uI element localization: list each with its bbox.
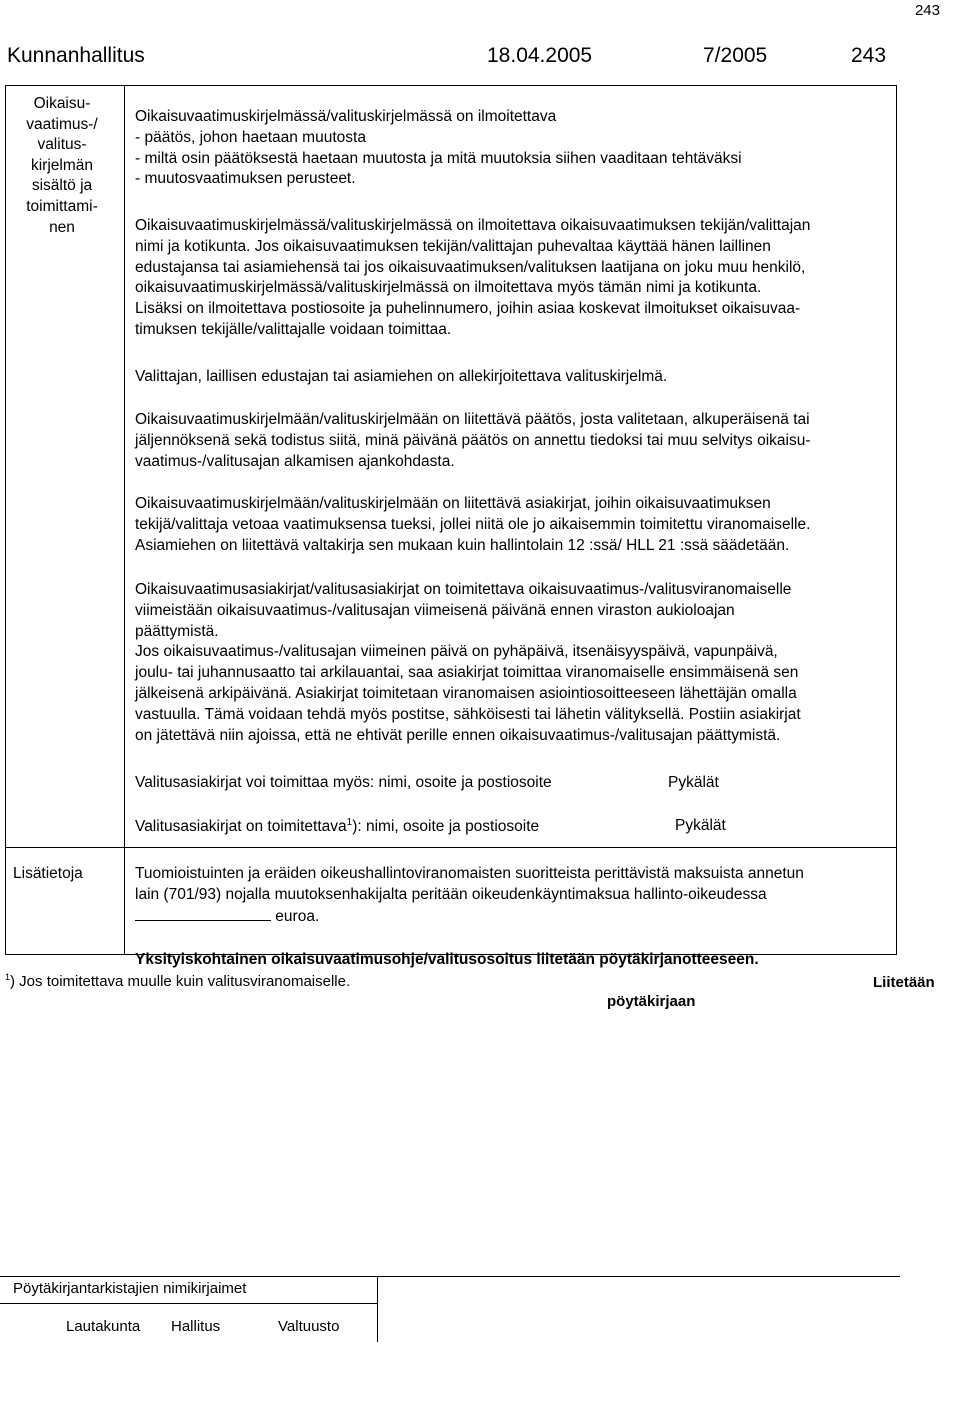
- text-line: Oikaisuvaatimuskirjelmässä/valituskirjelmässä on ilmoitettava: [135, 108, 557, 125]
- sidebar-line: vaatimus-/: [26, 115, 98, 133]
- reviewer-title: Pöytäkirjantarkistajien nimikirjaimet: [13, 1280, 247, 1297]
- text-line: Oikaisuvaatimuskirjelmässä/valituskirjelmässä on ilmoitettava oikaisuvaatimuksen tekijän/valittajan: [135, 217, 811, 234]
- text-line: Asiamiehen on liitettävä valtakirja sen mukaan kuin hallintolain 12 :ssä/ HLL 21 :ssä säädetään.: [135, 536, 790, 554]
- delivery-main-sections: Pykälät: [675, 817, 726, 834]
- header-title: Kunnanhallitus: [7, 44, 145, 67]
- sidebar-line: toimittami-: [26, 197, 98, 215]
- sidebar-line: kirjelmän: [30, 156, 93, 174]
- text-line: nimi ja kotikunta. Jos oikaisuvaatimuksen tekijän/valittajan puhevaltaa käyttää hänen laillinen: [135, 237, 771, 255]
- text-span: Valitusasiakirjat on toimitettava: [135, 818, 347, 836]
- text-line: Valittajan, laillisen edustajan tai asiamiehen on allekirjoitettava valituskirjelmä.: [135, 368, 668, 385]
- text-line: Lisäksi on ilmoitettava postiosoite ja puhelinnumero, joihin asiaa koskevat ilmoitukset oikaisuvaa-: [135, 300, 801, 318]
- attached-label-1: Liitetään: [873, 974, 935, 991]
- text-line: jälkeisenä arkipäivänä. Asiakirjat toimitetaan viranomaisen asiointiosoitteeseen lähettäjän omalla: [135, 684, 797, 702]
- footnote-ref: 1: [346, 817, 353, 828]
- text-line: vaatimus-/valitusajan alkamisen ajankohdasta.: [135, 452, 455, 470]
- delivery-alt-text: Valitusasiakirjat voi toimittaa myös: nimi, osoite ja postiosoite: [135, 774, 552, 791]
- text-line: on jätettävä niin ajoissa, että ne ehtivät perille ennen oikaisuvaatimus-/valitusajan päättymistä.: [135, 726, 781, 744]
- paragraph-requirements: [135, 107, 742, 190]
- text-line: - miltä osin päätöksestä haetaan muutosta ja mitä muutoksia siihen vaaditaan tehtäväksi: [135, 149, 742, 167]
- col-lautakunta: Lautakunta: [66, 1318, 141, 1335]
- text-line: Oikaisuvaatimusasiakirjat/valitusasiakirjat on toimitettava oikaisuvaatimus-/valitusviranomaiselle: [135, 581, 792, 598]
- instructions-attached: Yksityiskohtainen oikaisuvaatimusohje/valitusosoitus liitetään pöytäkirjanotteeseen.: [135, 951, 759, 968]
- paragraph-documents: [135, 494, 810, 556]
- header-date: 18.04.2005: [487, 44, 593, 67]
- paragraph-attachments: [135, 410, 811, 472]
- text-span: euroa.: [271, 907, 320, 925]
- header-meeting: 7/2005: [703, 44, 768, 67]
- text-line: - päätös, johon haetaan muutosta: [135, 128, 366, 146]
- text-line: Oikaisuvaatimuskirjelmään/valituskirjelmään on liitettävä asiakirjat, joihin oikaisuvaatimuksen: [135, 495, 771, 512]
- col-hallitus: Hallitus: [171, 1318, 221, 1335]
- page-number-top: 243: [914, 2, 940, 19]
- fee-blank: [135, 906, 271, 921]
- text-line: timuksen tekijälle/valittajalle voidaan toimittaa.: [135, 320, 452, 338]
- text-line: Oikaisuvaatimuskirjelmään/valituskirjelmään on liitettävä päätös, josta valitetaan, alkuperäisenä tai: [135, 411, 810, 428]
- sidebar-line: sisältö ja: [31, 177, 93, 195]
- footnote: [5, 972, 350, 990]
- sidebar-line: nen: [49, 218, 75, 236]
- paragraph-identity: [135, 216, 810, 341]
- header-page: 243: [851, 44, 887, 67]
- text-line: päättymistä.: [135, 622, 219, 640]
- text-line: - muutosvaatimuksen perusteet.: [135, 170, 356, 188]
- text-line: Tuomioistuinten ja eräiden oikeushallintoviranomaisten suoritteista perittävistä maksuista annetun: [135, 865, 804, 882]
- text-line: edustajansa tai asiamiehensä tai jos oikaisuvaatimuksen/valituksen laatijana on joku muu henkilö,: [135, 258, 806, 276]
- text-span: ): nimi, osoite ja postiosoite: [352, 818, 540, 836]
- text-line: joulu- tai juhannusaatto tai arkilauantai, saa asiakirjat toimittaa viranomaiselle ensimmäisenä sen: [135, 664, 799, 682]
- text-line: oikaisuvaatimuskirjelmässä/valituskirjelmässä on ilmoitettava myös tämän nimi ja kotikunta.: [135, 279, 762, 297]
- text-line: Jos oikaisuvaatimus-/valitusajan viimeinen päivä on pyhäpäivä, itsenäisyyspäivä, vapunpäivä,: [135, 643, 778, 661]
- lisatietoja-label: Lisätietoja: [13, 865, 83, 882]
- sidebar-label: [12, 94, 112, 238]
- footnote-mark: 1: [5, 972, 11, 982]
- footnote-text: ) Jos toimitettava muulle kuin valitusviranomaiselle.: [10, 973, 351, 990]
- text-line: lain (701/93) nojalla muutoksenhakijalta peritään oikeudenkäyntimaksua hallinto-oikeudessa: [135, 885, 767, 903]
- paragraph-signature: [135, 367, 667, 388]
- sidebar-line: valitus-: [37, 136, 87, 154]
- text-line: jäljennöksenä sekä todistus siitä, minä päivänä päätös on annettu tiedoksi tai muu selvitys oikaisu-: [135, 431, 811, 449]
- text-line: vastuulla. Tämä voidaan tehdä myös postitse, sähköisesti tai lähetin välityksellä. Postiin asiakirjat: [135, 705, 801, 723]
- text-line: viimeistään oikaisuvaatimus-/valitusajan viimeisenä päivänä ennen viraston aukioloajan: [135, 601, 735, 619]
- reviewer-initials-box: [0, 1276, 900, 1342]
- paragraph-fees: [135, 864, 804, 927]
- paragraph-delivery: [135, 580, 801, 746]
- sidebar-line: Oikaisu-: [33, 95, 91, 112]
- col-valtuusto: Valtuusto: [278, 1318, 340, 1335]
- text-line: tekijä/valittaja vetoaa vaatimuksensa tueksi, jollei niitä ole jo aikaisemmin toimitettu viranomaiselle.: [135, 515, 811, 533]
- attached-label-2: pöytäkirjaan: [607, 993, 696, 1010]
- delivery-alt-sections: Pykälät: [668, 774, 719, 791]
- delivery-main-text: [135, 817, 539, 836]
